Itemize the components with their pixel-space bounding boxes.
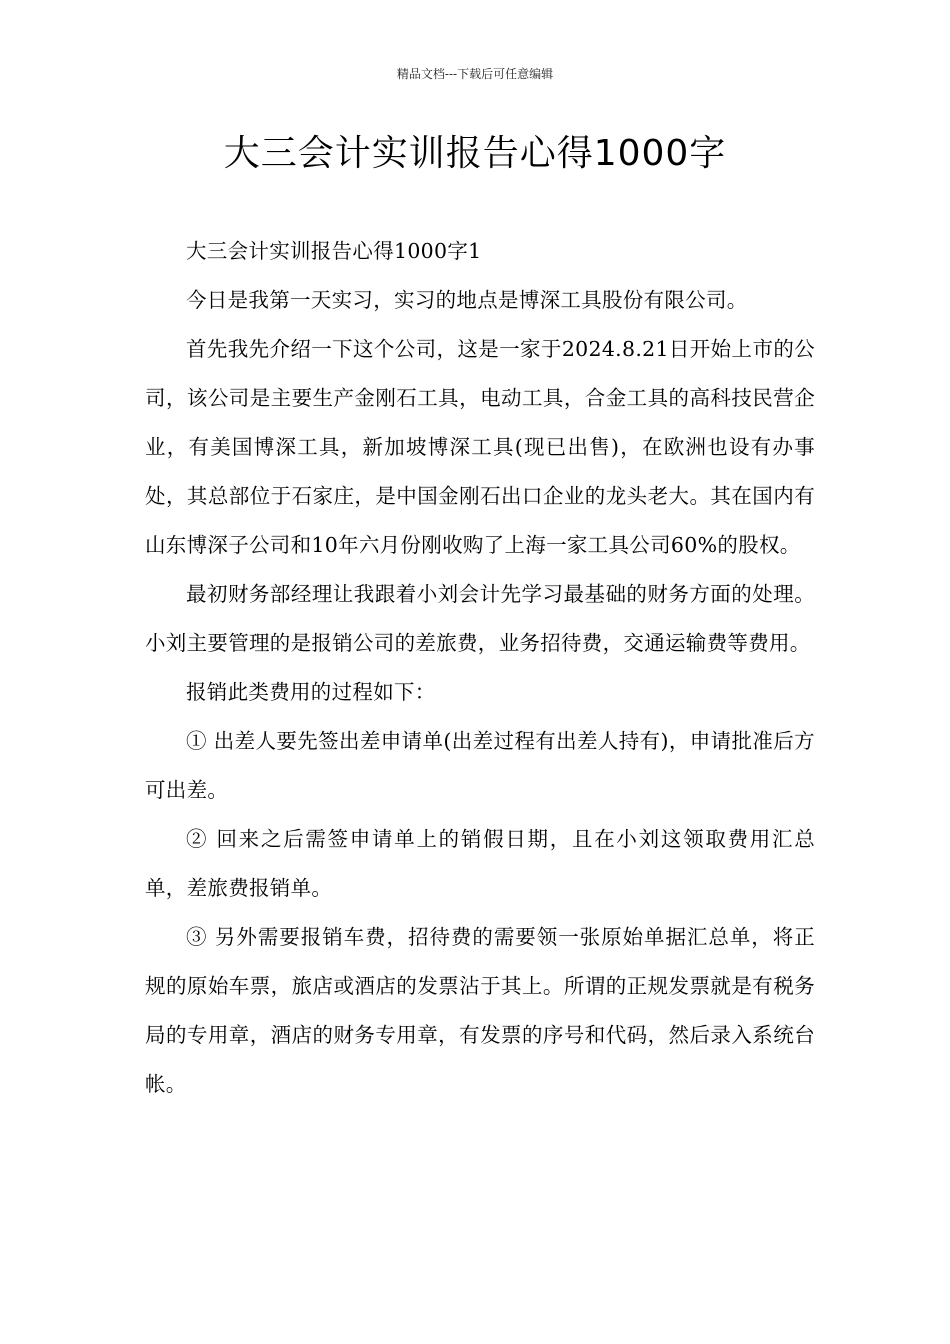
paragraph: 今日是我第一天实习，实习的地点是博深工具股份有限公司。 [186,288,748,312]
list-item: ② 回来之后需签申请单上的销假日期，且在小刘这领取费用汇总单，差旅费报销单。 [145,827,815,900]
list-item: ① 出差人要先签出差申请单(出差过程有出差人持有)，申请批准后方可出差。 [145,729,815,802]
paragraph: 最初财务部经理让我跟着小刘会计先学习最基础的财务方面的处理。小刘主要管理的是报销公司的差旅费，业务招待费，交通运输费等费用。 [145,582,815,655]
paragraph: 报销此类费用的过程如下： [186,680,436,704]
paragraph: 首先我先介绍一下这个公司，这是一家于2024.8.21日开始上市的公司，该公司是主要生产金刚石工具，电动工具，合金工具的高科技民营企业，有美国博深工具，新加坡博深工具(现已出售)，在欧洲也设有办事处，其总部位于石家庄，是中国金刚石出口企业的龙头老大。其在国内有山东博深子公司和10年六月份刚收购了上海一家工具公司60%的股权。 [145,337,815,557]
list-item: ③ 另外需要报销车费，招待费的需要领一张原始单据汇总单，将正规的原始车票，旅店或酒店的发票沾于其上。所谓的正规发票就是有税务局的专用章，酒店的财务专用章，有发票的序号和代码，然后录入系统台帐。 [145,925,815,1096]
header-note: 精品文档---下载后可任意编辑 [396,67,554,81]
subtitle-paragraph: 大三会计实训报告心得1000字1 [186,239,482,263]
document-title: 大三会计实训报告心得1000字 [223,133,727,174]
document-body [145,227,815,1109]
